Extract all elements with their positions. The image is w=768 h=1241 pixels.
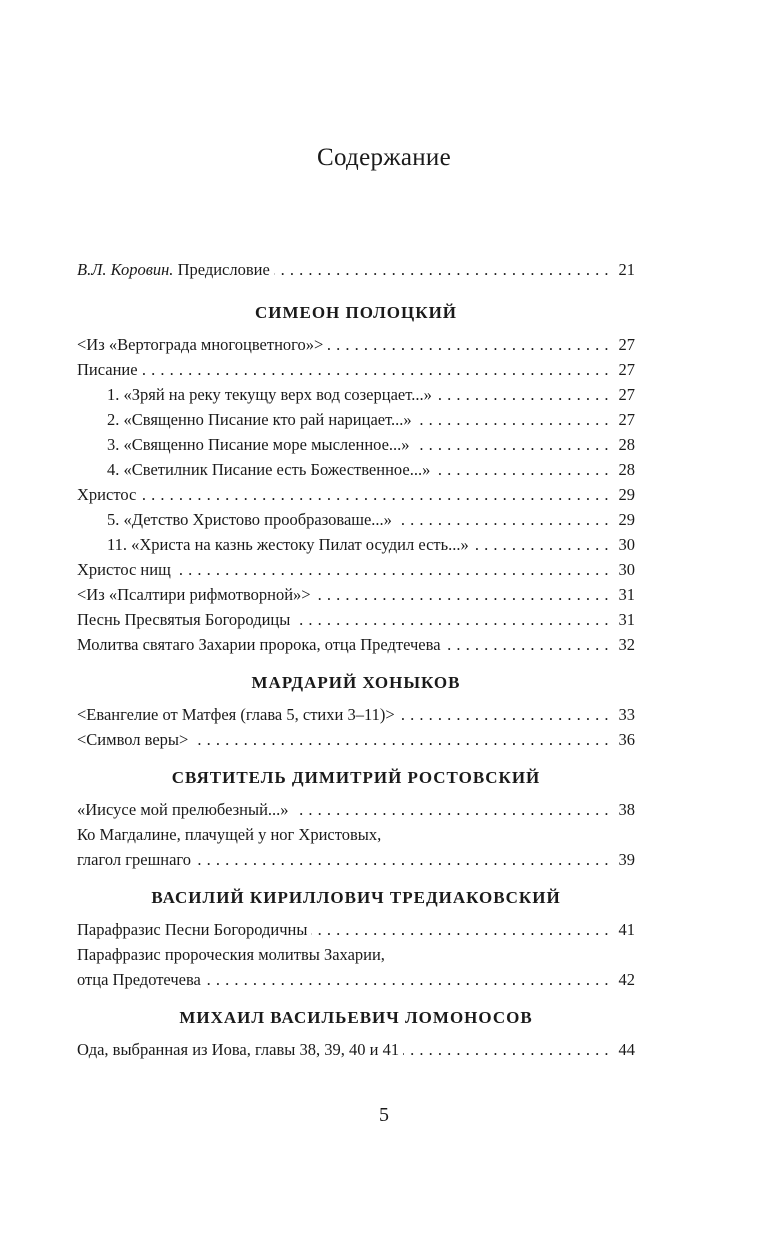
toc-entry[interactable] — [77, 507, 635, 532]
leader-dots — [315, 582, 609, 607]
toc-page-number: 31 — [618, 585, 635, 604]
toc-entry-text: 11. «Христа на казнь жестоку Пилат осудил есть...» — [107, 535, 469, 554]
leader-dots — [399, 702, 609, 727]
toc-page-number: 39 — [618, 850, 635, 869]
section-heading-dimitriy-rostovsky: СВЯТИТЕЛЬ ДИМИТРИЙ РОСТОВСКИЙ — [171, 768, 541, 787]
toc-entry[interactable] — [77, 797, 635, 822]
leader-dots — [274, 257, 609, 282]
leader-dots — [436, 382, 609, 407]
toc-page-number: 41 — [618, 920, 635, 939]
toc-entry-text: 1. «Зряй на реку текущу верх вод созерцает...» — [107, 385, 432, 404]
leader-dots — [327, 332, 609, 357]
toc-entry[interactable] — [77, 407, 635, 432]
leader-dots — [192, 727, 609, 752]
toc-entry[interactable] — [77, 532, 635, 557]
toc-entry[interactable] — [77, 702, 635, 727]
toc-entry-text: 5. «Детство Христово прообразоваше...» — [107, 510, 392, 529]
toc-page-number: 28 — [618, 460, 635, 479]
toc-entry[interactable] — [77, 1037, 635, 1062]
toc-entry[interactable] — [77, 727, 635, 752]
toc-entry-preface[interactable] — [77, 257, 635, 282]
toc-entry-text: Христос нищ — [77, 560, 171, 579]
leader-dots — [434, 457, 609, 482]
toc-entry-text: Ода, выбранная из Иова, главы 38, 39, 40 и 41 — [77, 1040, 400, 1059]
toc-page-number: 42 — [618, 970, 635, 989]
toc-page-number: 28 — [618, 435, 635, 454]
toc-entry-line1[interactable] — [77, 942, 635, 967]
toc-entry[interactable] — [77, 557, 635, 582]
leader-dots — [311, 917, 609, 942]
toc-entry[interactable] — [77, 357, 635, 382]
toc-page-number: 21 — [618, 260, 635, 279]
leader-dots — [403, 1037, 609, 1062]
toc-entry-text: <Из «Вертограда многоцветного»> — [77, 335, 324, 354]
toc-entry-text: <Евангелие от Матфея (глава 5, стихи 3–11)> — [77, 705, 395, 724]
page-title: Содержание — [317, 144, 451, 171]
toc-page-number: 29 — [618, 485, 635, 504]
toc-entry-text: Парафразис пророческия молитвы Захарии, — [77, 945, 385, 964]
leader-dots — [140, 482, 609, 507]
toc-entry-text: Христос — [77, 485, 137, 504]
leader-dots — [473, 532, 609, 557]
toc-entry-text: 3. «Священно Писание море мысленное...» — [107, 435, 410, 454]
toc-page-number: 36 — [618, 730, 635, 749]
toc-entry-line1[interactable] — [77, 822, 635, 847]
table-of-contents — [77, 257, 635, 1062]
toc-page-number: 30 — [618, 535, 635, 554]
toc-entry-text — [77, 257, 270, 282]
toc-page-number: 29 — [618, 510, 635, 529]
toc-page-number: 31 — [618, 610, 635, 629]
toc-entry[interactable] — [77, 917, 635, 942]
toc-entry[interactable] — [77, 607, 635, 632]
leader-dots — [445, 632, 609, 657]
leader-dots — [205, 967, 609, 992]
section-heading-lomonosov: МИХАИЛ ВАСИЛЬЕВИЧ ЛОМОНОСОВ — [179, 1008, 533, 1027]
leader-dots — [416, 407, 609, 432]
toc-entry[interactable] — [77, 847, 635, 872]
toc-entry-text: 4. «Светилник Писание есть Божественное...» — [107, 460, 431, 479]
leader-dots — [175, 557, 609, 582]
toc-entry[interactable] — [77, 332, 635, 357]
toc-entry[interactable] — [77, 482, 635, 507]
toc-entry-text: Молитва святаго Захарии пророка, отца Предтечева — [77, 635, 441, 654]
section-heading-trediakovsky: ВАСИЛИЙ КИРИЛЛОВИЧ ТРЕДИАКОВСКИЙ — [151, 888, 561, 907]
toc-entry-text: Парафразис Песни Богородичны — [77, 920, 308, 939]
page-number: 5 — [379, 1104, 389, 1126]
leader-dots — [195, 847, 609, 872]
section-heading-simeon-polotsky: СИМЕОН ПОЛОЦКИЙ — [254, 303, 458, 322]
toc-page-number: 44 — [618, 1040, 635, 1059]
toc-entry-text: <Из «Псалтири рифмотворной»> — [77, 585, 311, 604]
toc-entry-text: Песнь Пресвятыя Богородицы — [77, 610, 291, 629]
leader-dots — [414, 432, 609, 457]
toc-entry-text: Ко Магдалине, плачущей у ног Христовых, — [77, 825, 382, 844]
toc-entry-text: отца Предотечева — [77, 970, 201, 989]
toc-entry[interactable] — [77, 457, 635, 482]
toc-page-number: 27 — [618, 410, 635, 429]
toc-entry[interactable] — [77, 582, 635, 607]
preface-author: В.Л. Коровин. — [77, 260, 174, 279]
toc-entry[interactable] — [77, 967, 635, 992]
toc-entry-text: 2. «Священно Писание кто рай нарицает...» — [107, 410, 412, 429]
toc-entry[interactable] — [77, 632, 635, 657]
toc-page-number: 33 — [618, 705, 635, 724]
toc-page-number: 30 — [618, 560, 635, 579]
toc-entry[interactable] — [77, 432, 635, 457]
leader-dots — [142, 357, 609, 382]
toc-page-number: 27 — [618, 385, 635, 404]
toc-page-number: 32 — [618, 635, 635, 654]
toc-entry[interactable] — [77, 382, 635, 407]
section-heading-mardariy-khonykov: МАРДАРИЙ ХОНЫКОВ — [251, 673, 461, 692]
toc-entry-text: <Символ веры> — [77, 730, 189, 749]
leader-dots — [396, 507, 609, 532]
toc-entry-text: «Иисусе мой прелюбезный...» — [77, 800, 289, 819]
toc-entry-text: глагол грешнаго — [77, 850, 192, 869]
toc-page-number: 38 — [618, 800, 635, 819]
leader-dots — [294, 607, 609, 632]
toc-entry-text: Писание — [77, 360, 138, 379]
toc-page-number: 27 — [618, 360, 635, 379]
leader-dots — [293, 797, 609, 822]
preface-title: Предисловие — [173, 260, 270, 279]
toc-page-number: 27 — [618, 335, 635, 354]
